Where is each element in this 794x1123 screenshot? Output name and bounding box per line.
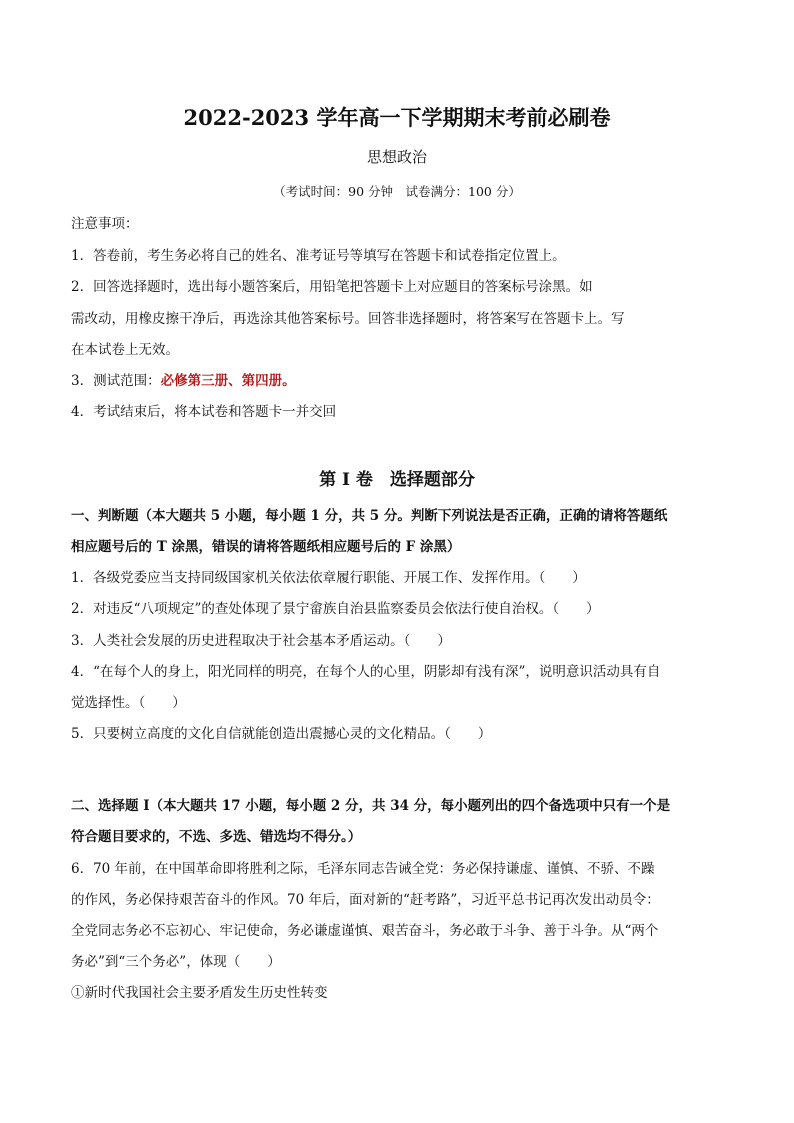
- notice-item-3-range: 必修第三册、第四册。: [160, 373, 296, 389]
- question-5: 5．只要树立高度的文化自信就能创造出震撼心灵的文化精品。（ ）: [71, 726, 492, 742]
- question-2: 2．对违反“八项规定”的查处体现了景宁畲族自治县监察委员会依法行使自治权。（ ）: [71, 601, 600, 617]
- exam-title: 2022-2023 学年高一下学期期末考前必刷卷: [183, 105, 611, 130]
- notice-item-4: 4．考试结束后，将本试卷和答题卡一并交回: [71, 404, 337, 420]
- section-title: 第 I 卷 选择题部分: [319, 470, 475, 490]
- question-6-line-3: 全党同志务必不忘初心、牢记使命，务必谦虚谨慎、艰苦奋斗，务必敢于斗争、善于斗争。从“两个: [71, 923, 659, 939]
- notice-item-2-line-3: 在本试卷上无效。: [71, 342, 179, 358]
- notice-item-3: [71, 371, 296, 391]
- question-6-line-2: 的作风，务必保持艰苦奋斗的作风。70 年后，面对新的“赶考路”，习近平总书记再次发出动员令：: [71, 892, 660, 908]
- notice-item-3-prefix: 3．测试范围：: [71, 373, 161, 389]
- question-3: 3．人类社会发展的历史进程取决于社会基本矛盾运动。（ ）: [71, 633, 451, 649]
- part2-heading-line-2: 符合题目要求的，不选、多选、错选均不得分。）: [71, 829, 362, 845]
- part1-heading-line-2: 相应题号后的 T 涂黑，错误的请将答题纸相应题号后的 F 涂黑）: [71, 539, 461, 555]
- notice-heading: 注意事项：: [71, 216, 139, 232]
- question-6-option-1: ①新时代我国社会主要矛盾发生历史性转变: [71, 985, 328, 1001]
- question-6-line-4: 务必”到“三个务必”，体现（ ）: [71, 954, 281, 970]
- notice-item-2-line-1: 2．回答选择题时，选出每小题答案后，用铅笔把答题卡上对应题目的答案标号涂黑。如: [71, 279, 593, 295]
- exam-subject: 思想政治: [366, 148, 427, 166]
- notice-item-2-line-2: 需改动，用橡皮擦干净后，再选涂其他答案标号。回答非选择题时，将答案写在答题卡上。写: [71, 311, 625, 327]
- question-4-line-2: 觉选择性。（ ）: [71, 695, 186, 711]
- part2-heading-line-1: 二、选择题 I（本大题共 17 小题，每小题 2 分，共 34 分，每小题列出的四个备选项中只有一个是: [71, 798, 671, 814]
- notice-item-1: 1．答卷前，考生务必将自己的姓名、准考证号等填写在答题卡和试卷指定位置上。: [71, 248, 566, 264]
- question-6-line-1: 6．70 年前，在中国革命即将胜利之际，毛泽东同志告诫全党：务必保持谦虚、谨慎、不骄、不躁: [71, 861, 655, 877]
- question-1: 1．各级党委应当支持同级国家机关依法依章履行职能、开展工作、发挥作用。（ ）: [71, 570, 586, 586]
- question-4-line-1: 4．“在每个人的身上，阳光同样的明亮，在每个人的心里，阴影却有浅有深”，说明意识活动具有自: [71, 664, 661, 680]
- exam-time-and-score: （考试时间：90 分钟 试卷满分：100 分）: [273, 184, 521, 199]
- part1-heading-line-1: 一、判断题（本大题共 5 小题，每小题 1 分，共 5 分。判断下列说法是否正确，正确的请将答题纸: [71, 508, 668, 524]
